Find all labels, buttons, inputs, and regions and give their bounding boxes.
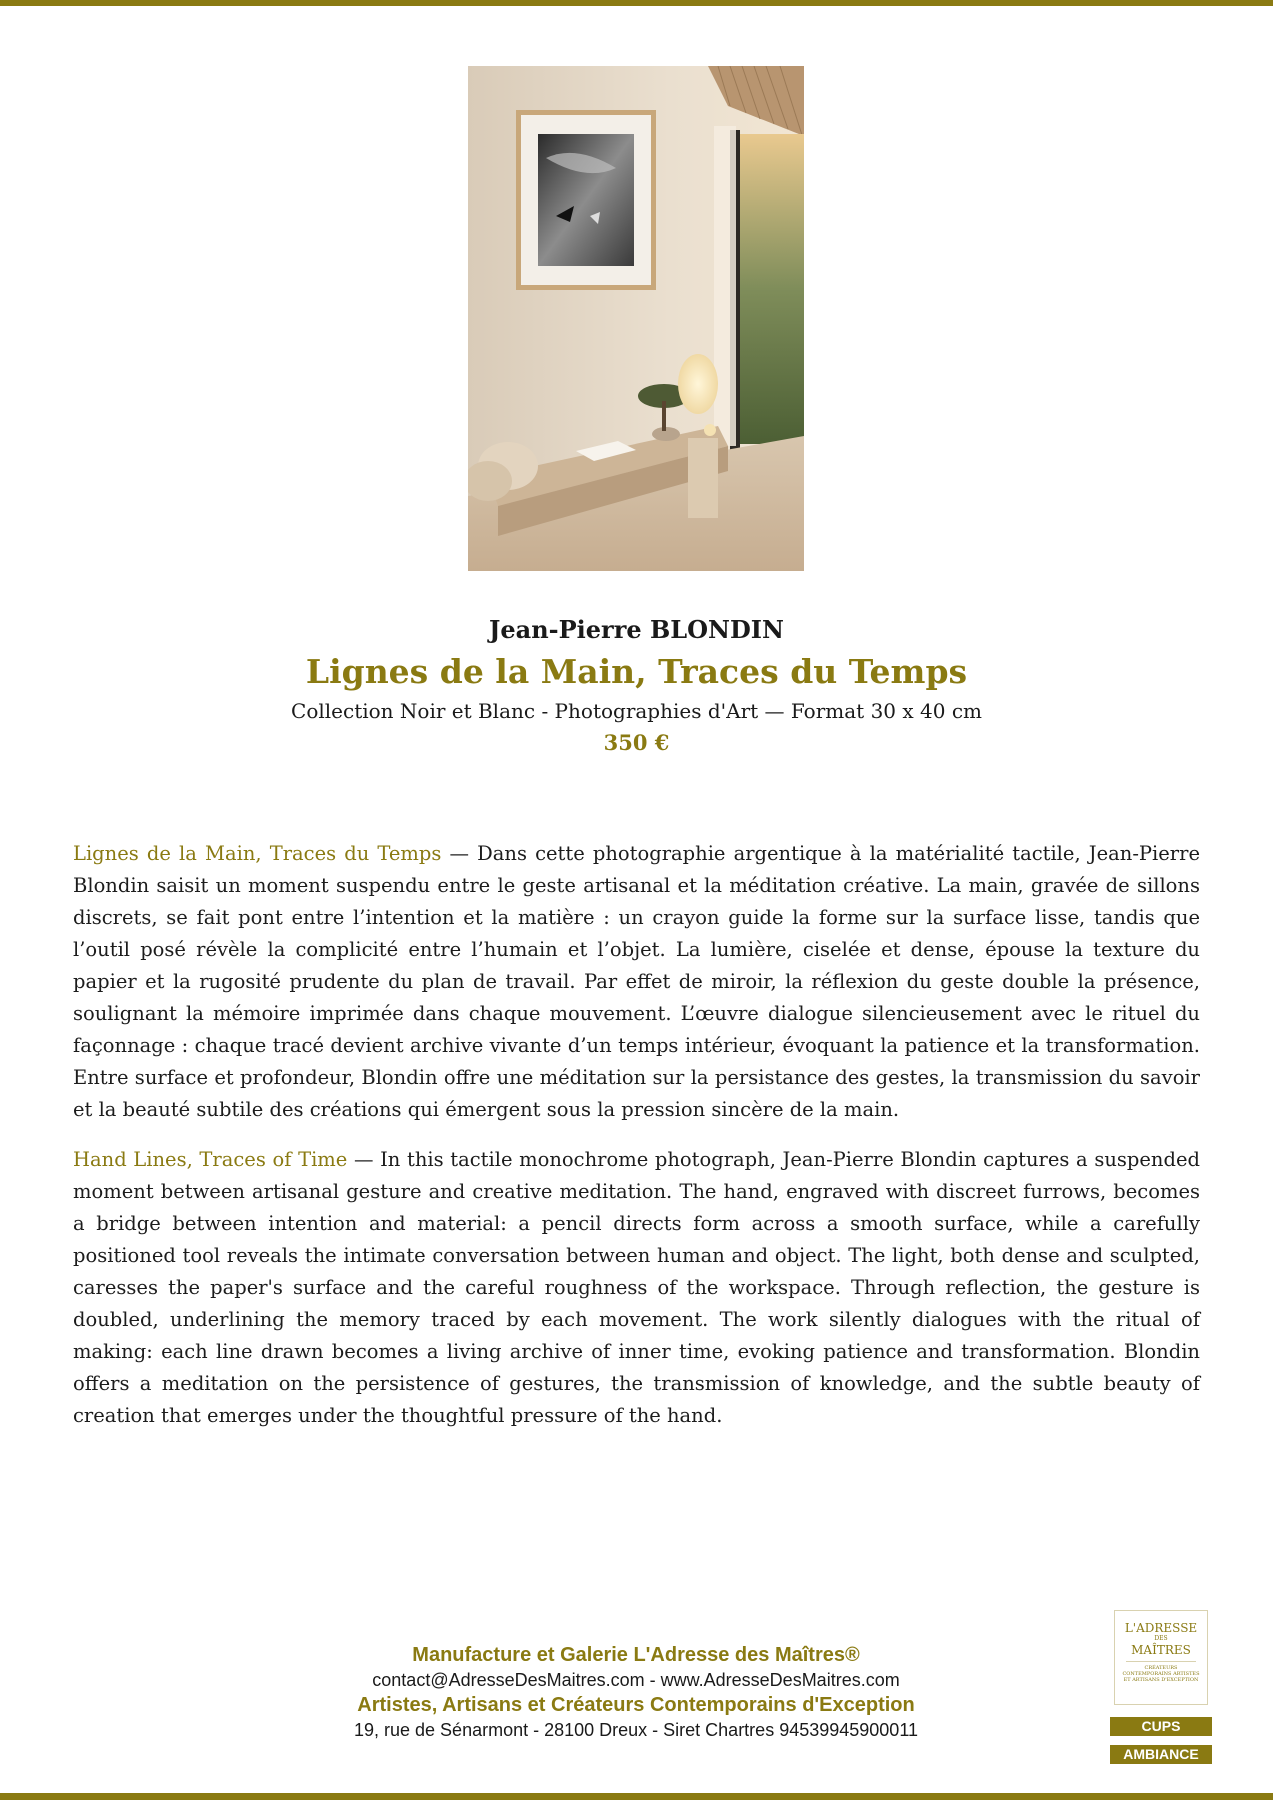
top-border (0, 0, 1273, 6)
description-english-lead: Hand Lines, Traces of Time (73, 1148, 348, 1171)
interior-scene-image (468, 66, 804, 571)
footer-address: 19, rue de Sénarmont - 28100 Dreux - Siret Chartres 94539945900011 (353, 1720, 919, 1740)
artwork-subtitle: Collection Noir et Blanc - Photographies d'Art — Format 30 x 40 cm (291, 699, 982, 723)
artwork-title: Lignes de la Main, Traces du Temps (305, 652, 968, 691)
artist-name: Jean-Pierre BLONDIN (489, 615, 784, 644)
logo-line-4: CRÉATEURS CONTEMPORAINS ARTISTES ET ARTISANS D'EXCEPTION (1122, 1665, 1200, 1683)
artwork-photo (468, 66, 804, 571)
footer-contact: contact@AdresseDesMaitres.com - www.AdresseDesMaitres.com (372, 1670, 900, 1690)
logo-divider (1126, 1661, 1196, 1662)
logo-line-2: DES (1154, 1635, 1168, 1642)
logo-line-3: MAÎTRES (1131, 1643, 1191, 1657)
footer (300, 1642, 972, 1742)
footer-tagline: Artistes, Artisans et Créateurs Contemporains d'Exception (357, 1694, 915, 1716)
description (73, 838, 1200, 1450)
description-french-lead: Lignes de la Main, Traces du Temps (73, 842, 442, 865)
gallery-logo (1114, 1610, 1208, 1705)
bottom-border (0, 1793, 1273, 1800)
artwork-price: 350 € (603, 730, 670, 755)
logo-line-1: L'ADRESSE (1124, 1621, 1198, 1635)
description-english-text: — In this tactile monochrome photograph, Jean-Pierre Blondin captures a suspended moment between artisanal gesture and creative meditation. The hand, engraved with discreet furrows, becomes a bridge between intention and material: a pencil directs form across a smooth surface, while a carefully positioned tool reveals the intimate conversation between human and object. The light, both dense and sculpted, caresses the paper's surface and the careful roughness of the workspace. Through reflection, the gesture is doubled, underlining the memory traced by each movement. The work silently dialogues with the ritual of making: each line drawn becomes a living archive of inner time, evoking patience and transformation. Blondin offers a meditation on the persistence of gestures, the transmission of knowledge, and the subtle beauty of creation that emerges under the thoughtful pressure of the hand. (73, 1148, 1200, 1427)
footer-gallery-name: Manufacture et Galerie L'Adresse des Maîtres® (412, 1644, 860, 1666)
artwork-header (0, 610, 1273, 758)
description-french-text: — Dans cette photographie argentique à la matérialité tactile, Jean-Pierre Blondin saisit un moment suspendu entre le geste artisanal et la méditation créative. La main, gravée de sillons discrets, se fait pont entre l’intention et la matière : un crayon guide la forme sur la surface lisse, tandis que l’outil posé révèle la complicité entre l’humain et l’objet. La lumière, ciselée et dense, épouse la texture du papier et la rugosité prudente du plan de travail. Par effet de miroir, la réflexion du geste double la présence, soulignant la mémoire imprimée dans chaque mouvement. L’œuvre dialogue silencieusement avec le rituel du façonnage : chaque tracé devient archive vivante d’un temps intérieur, évoquant la patience et la transformation. Entre surface et profondeur, Blondin offre une méditation sur la persistance des gestes, la transmission du savoir et la beauté subtile des créations qui émergent sous la pression sincère de la main. (73, 842, 1200, 1121)
tag-cups: CUPS (1110, 1717, 1212, 1736)
description-english (73, 1144, 1200, 1432)
description-french (73, 838, 1200, 1126)
tag-ambiance: AMBIANCE (1110, 1745, 1212, 1764)
